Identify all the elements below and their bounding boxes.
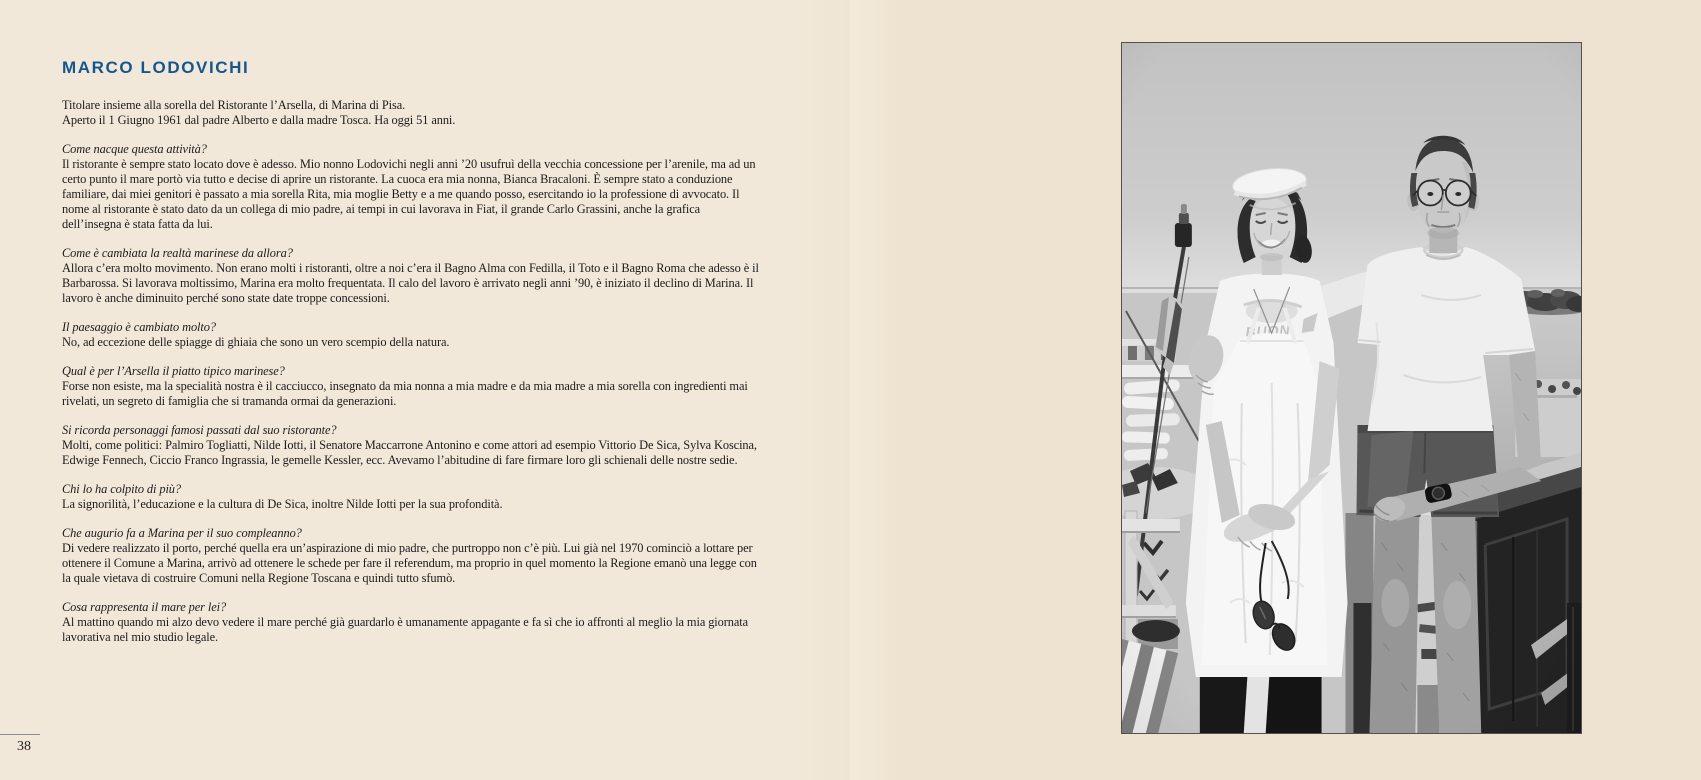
intro-line: Titolare insieme alla sorella del Ristorante l’Arsella, di Marina di Pisa. xyxy=(62,98,406,112)
qa-question: Chi lo ha colpito di più? xyxy=(62,482,181,496)
qa-block xyxy=(62,364,762,409)
qa-answer: Forse non esiste, ma la specialità nostra è il cacciucco, insegnato da mia nonna a mia madre e da mia madre a mia sorella con ingredienti mai rivelati, un segreto di famiglia che si tramanda ormai da generazioni. xyxy=(62,379,748,408)
folio-rule xyxy=(0,734,40,735)
qa-block xyxy=(62,142,762,232)
intro-line: Aperto il 1 Giugno 1961 dal padre Alberto e dalla madre Tosca. Ha oggi 51 anni. xyxy=(62,113,456,127)
qa-answer: Di vedere realizzato il porto, perché quella era un’aspirazione di mio padre, che purtroppo non c’è più. Lui già nel 1970 cominciò a lottare per ottenere il Comune a Marina, arrivò ad ottenere le schede per fare il referendum, ma proprio in quel momento la Regione emanò una legge con la quale vietava di costruire Comuni nella Regione Toscana e quindi tutto sfumò. xyxy=(62,541,757,585)
qa-question: Come nacque questa attività? xyxy=(62,142,207,156)
photo-vignette xyxy=(1122,43,1581,733)
qa-answer: La signorilità, l’educazione e la cultura di De Sica, inoltre Nilde Iotti per la sua profondità. xyxy=(62,497,503,511)
qa-block xyxy=(62,246,762,306)
interview-text-column xyxy=(62,58,762,645)
qa-block xyxy=(62,600,762,645)
photo-frame xyxy=(1121,42,1582,734)
qa-block xyxy=(62,526,762,586)
qa-question: Che augurio fa a Marina per il suo compleanno? xyxy=(62,526,302,540)
qa-answer: Il ristorante è sempre stato locato dove è adesso. Mio nonno Lodovichi negli anni ’20 usufruì della vecchia concessione per l’arenile, ma ad un certo punto il mare portò via tutto e decise di aprire un ristorante. La cuoca era mia nonna, Bianca Bracaloni. È sempre stato a conduzione familiare, dai miei genitori è passato a mia sorella Rita, mia moglie Betty e a me quando posso, esercitando io la professione di avvocato. Il nome al ristorante è stato dato da un collega di mio padre, ai tempi in cui lavorava in Fiat, il grande Carlo Grassini, anche la grafica dell’insegna è stata fatta da lui. xyxy=(62,157,756,231)
qa-question: Il paesaggio è cambiato molto? xyxy=(62,320,216,334)
intro-paragraph xyxy=(62,98,762,128)
qa-block xyxy=(62,320,762,350)
qa-question: Come è cambiata la realtà marinese da allora? xyxy=(62,246,293,260)
qa-answer: Molti, come politici: Palmiro Togliatti, Nilde Iotti, il Senatore Maccarrone Antonino e come attori ad esempio Vittorio De Sica, Sylva Koscina, Edwige Fennech, Ciccio Franco Ingrassia, le gemelle Kessler, ecc. Avevamo l’abitudine di fare firmare loro gli schienali delle nostre sedie. xyxy=(62,438,757,467)
couple-pier-photo xyxy=(1122,43,1581,733)
left-page xyxy=(0,0,850,780)
qa-question: Si ricorda personaggi famosi passati dal suo ristorante? xyxy=(62,423,337,437)
right-page xyxy=(850,0,1701,780)
page-title: MARCO LODOVICHI xyxy=(62,58,250,77)
qa-question: Cosa rappresenta il mare per lei? xyxy=(62,600,227,614)
qa-block xyxy=(62,482,762,512)
qa-question: Qual è per l’Arsella il piatto tipico marinese? xyxy=(62,364,285,378)
qa-answer: Allora c’era molto movimento. Non erano molti i ristoranti, oltre a noi c’era il Bagno Alma con Fedilla, il Toto e il Bagno Roma che adesso è il Barbarossa. Si lavorava moltissimo, Marina era molto frequentata. Il calo del lavoro è arrivato negli anni ’90, è iniziato il declino di Marina. Il lavoro è anche diminuito perché sono state date troppe concessioni. xyxy=(62,261,759,305)
qa-block xyxy=(62,423,762,468)
page-number: 38 xyxy=(17,739,31,754)
qa-answer: Al mattino quando mi alzo devo vedere il mare perché già guardarlo è umanamente appagante e fa sì che io affronti al meglio la mia giornata lavorativa nel mio studio legale. xyxy=(62,615,749,644)
qa-answer: No, ad eccezione delle spiagge di ghiaia che sono un vero scempio della natura. xyxy=(62,335,450,349)
